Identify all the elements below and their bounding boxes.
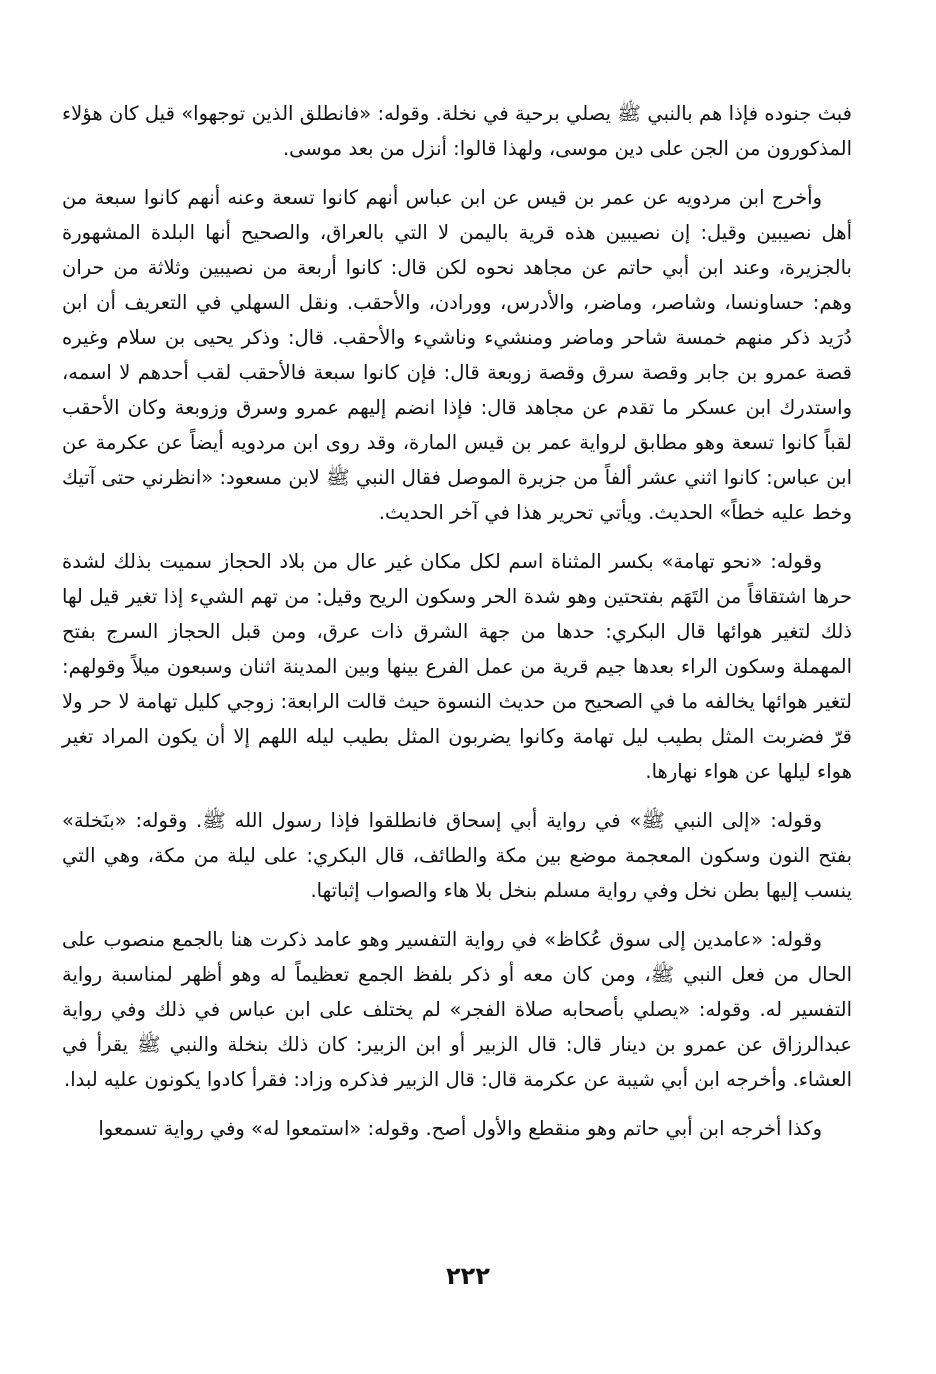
paragraph-2: وأخرج ابن مردويه عن عمر بن قيس عن ابن عباس أنهم كانوا تسعة وعنه أنهم كانوا سبعة من أهل نصيبين وقيل: إن نصيبين هذه قرية باليمن لا التي بالعراق، والصحيح أنها البلدة المشهورة بالجزيرة، وعند ابن أبي حاتم عن مجاهد نحوه لكن قال: كانوا أربعة من نصيبين وثلاثة من حران وهم: حساونسا، وشاصر، وماضر، والأدرس، وورادن، والأحقب. ونقل السهلي في التعريف أن ابن دُرَيد ذكر منهم خمسة شاحر وماضر ومنشيء وناشيء والأحقب. قال: وذكر يحيى بن سلام وغيره قصة عمرو بن جابر وقصة سرق وقصة زوبعة قال: فإن كانوا سبعة فالأحقب لقب أحدهم لا اسمه، واستدرك ابن عسكر ما تقدم عن مجاهد قال: فإذا انضم إليهم عمرو وسرق وزوبعة وكان الأحقب لقباً كانوا تسعة وهو مطابق لرواية عمر بن قيس المارة، وقد روى ابن مردويه أيضاً عن عكرمة عن ابن عباس: كانوا اثني عشر ألفاً من جزيرة الموصل فقال النبي ﷺ لابن مسعود: «انظرني حتى آتيك وخط عليه خطاً» الحديث. ويأتي تحرير هذا في آخر الحديث.	[62, 186, 852, 524]
paragraph-5: وقوله: «عامدين إلى سوق عُكاظ» في رواية التفسير وهو عامد ذكرت هنا بالجمع منصوب على الحال من فعل النبي ﷺ، ومن كان معه أو ذكر بلفظ الجمع تعظيماً له وهو أظهر لمناسبة رواية التفسير له. وقوله: «يصلي بأصحابه صلاة الفجر» لم يختلف على ابن عباس في ذلك وفي رواية عبدالرزاق عن عمرو بن دينار قال: قال الزبير أو ابن الزبير: كان ذلك بنخلة والنبي ﷺ يقرأ في العشاء. وأخرجه ابن أبي شيبة عن عكرمة قال: قال الزبير فذكره وزاد: فقرأ كادوا يكونون عليه لبدا.	[62, 928, 852, 1091]
paragraph-6: وكذا أخرجه ابن أبي حاتم وهو منقطع والأول أصح. وقوله: «استمعوا له» وفي رواية تسمعوا	[98, 1117, 822, 1140]
paragraph-3: وقوله: «نحو تهامة» بكسر المثناة اسم لكل مكان غير عال من بلاد الحجاز سميت بذلك لشدة حرها اشتقاقاً من التَهَم بفتحتين وهو شدة الحر وسكون الريح وقيل: من تهم الشيء إذا تغير قيل لها ذلك لتغير هوائها قال البكري: حدها من جهة الشرق ذات عرق، ومن قبل الحجاز السرج بفتح المهملة وسكون الراء بعدها جيم قرية من عمل الفرع بينها وبين المدينة اثنان وسبعون ميلاً وقولهم: لتغير هوائها يخالفه ما في الصحيح من حديث النسوة حيث قالت الرابعة: زوجي كليل تهامة لا حر ولا قرّ فضربت المثل بطيب ليل تهامة وكانوا يضربون المثل بطيب ليله اللهم إلا أن يكون المراد تغير هواء ليلها عن هواء نهارها.	[62, 550, 852, 783]
page-body	[62, 96, 852, 1160]
page-number: ٢٢٢	[446, 1262, 490, 1290]
paragraph-4: وقوله: «إلى النبي ﷺ» في رواية أبي إسحاق فانطلقوا فإذا رسول الله ﷺ. وقوله: «بنَخلة» بفتح النون وسكون المعجمة موضع بين مكة والطائف، قال البكري: على ليلة من مكة، وهي التي ينسب إليها بطن نخل وفي رواية مسلم بنخل بلا هاء والصواب إثباتها.	[62, 809, 852, 902]
paragraph-1: فبث جنوده فإذا هم بالنبي ﷺ يصلي برحية في نخلة. وقوله: «فانطلق الذين توجهوا» قيل كان هؤلاء المذكورون من الجن على دين موسى، ولهذا قالوا: أنزل من بعد موسى.	[62, 102, 852, 160]
